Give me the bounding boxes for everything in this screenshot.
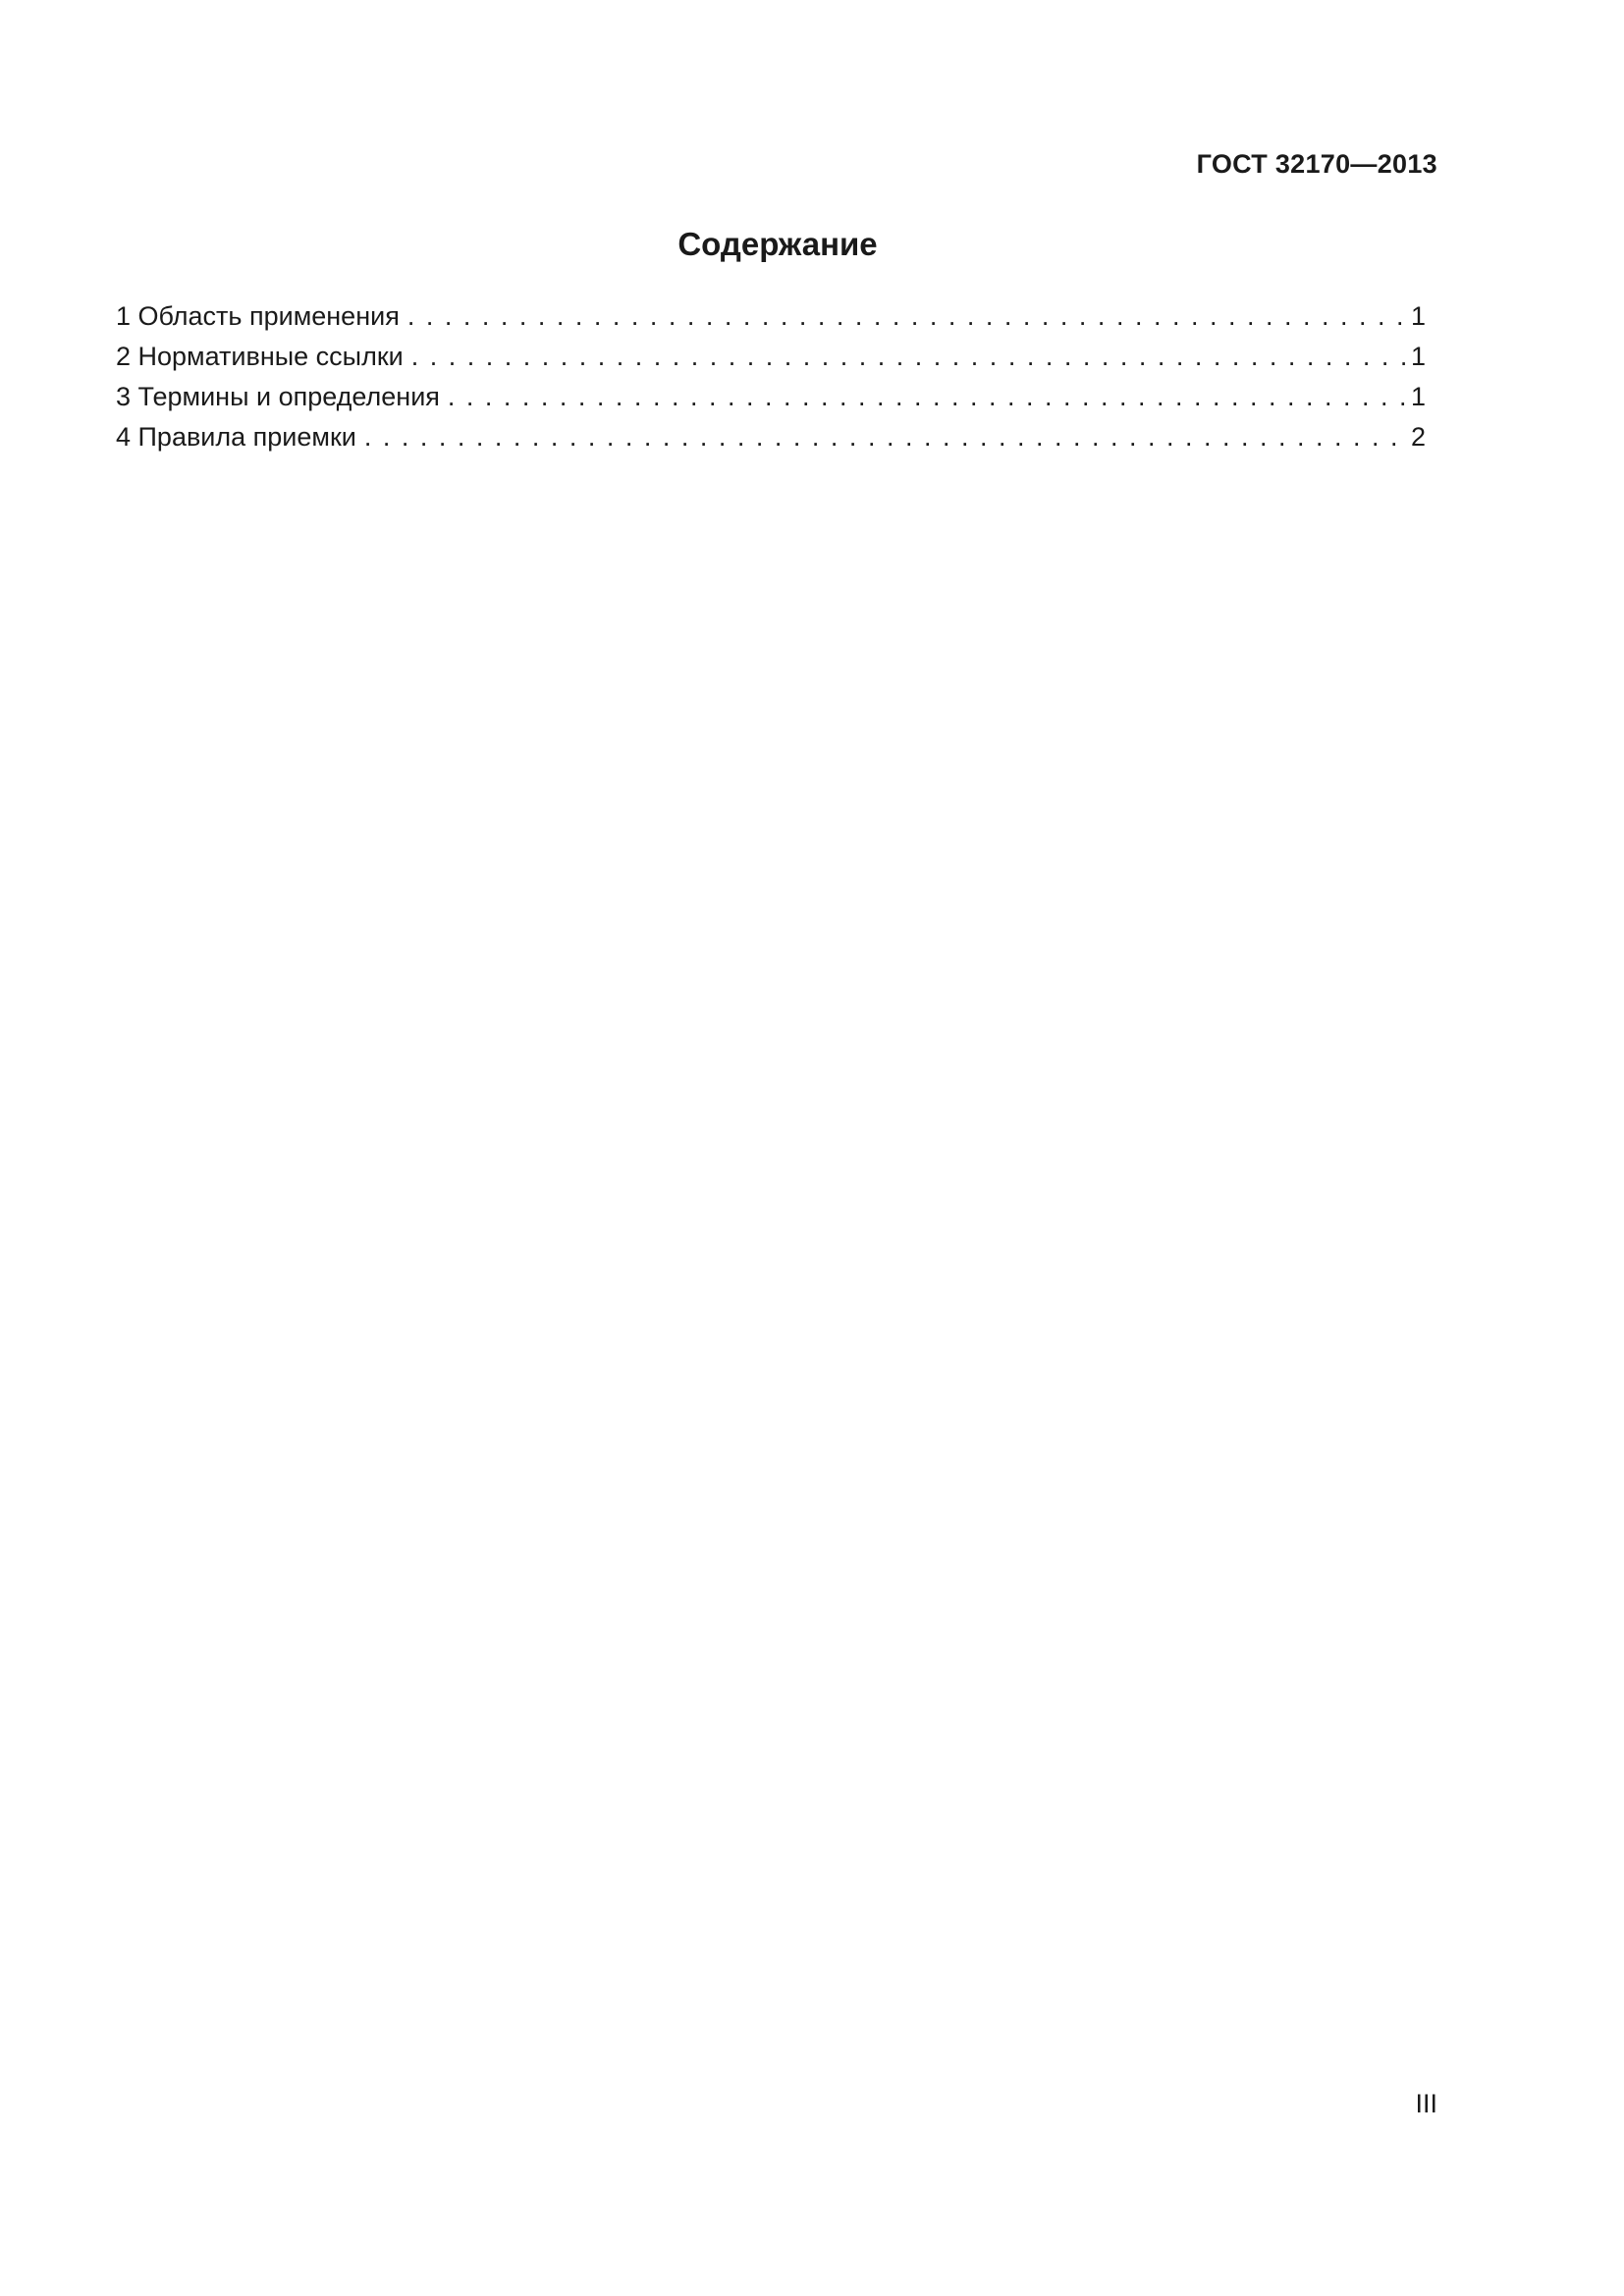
- toc-entry-label: 2 Нормативные ссылки: [116, 342, 404, 371]
- toc-entry[interactable]: [116, 337, 1426, 377]
- page-number: III: [1415, 2089, 1437, 2118]
- toc-entry-label: 3 Термины и определения: [116, 382, 440, 411]
- toc-entry[interactable]: [116, 377, 1426, 417]
- toc-entry-label: 4 Правила приемки: [116, 422, 356, 452]
- toc-entry-page: 1: [1410, 382, 1426, 411]
- toc-dot-leader: [364, 417, 1411, 457]
- toc-entry-label: 1 Область применения: [116, 301, 400, 331]
- toc-entry-page: 1: [1410, 301, 1426, 331]
- toc-dot-leader: [448, 377, 1411, 417]
- toc-entry[interactable]: [116, 296, 1426, 337]
- toc-title: Содержание: [677, 226, 878, 262]
- toc-entry-page: 1: [1410, 342, 1426, 371]
- table-of-contents: [116, 296, 1426, 457]
- toc-entry[interactable]: [116, 417, 1426, 457]
- toc-dot-leader: [411, 337, 1411, 377]
- toc-dot-leader: [407, 296, 1411, 337]
- document-code: ГОСТ 32170—2013: [1196, 149, 1437, 179]
- toc-entry-page: 2: [1410, 422, 1426, 452]
